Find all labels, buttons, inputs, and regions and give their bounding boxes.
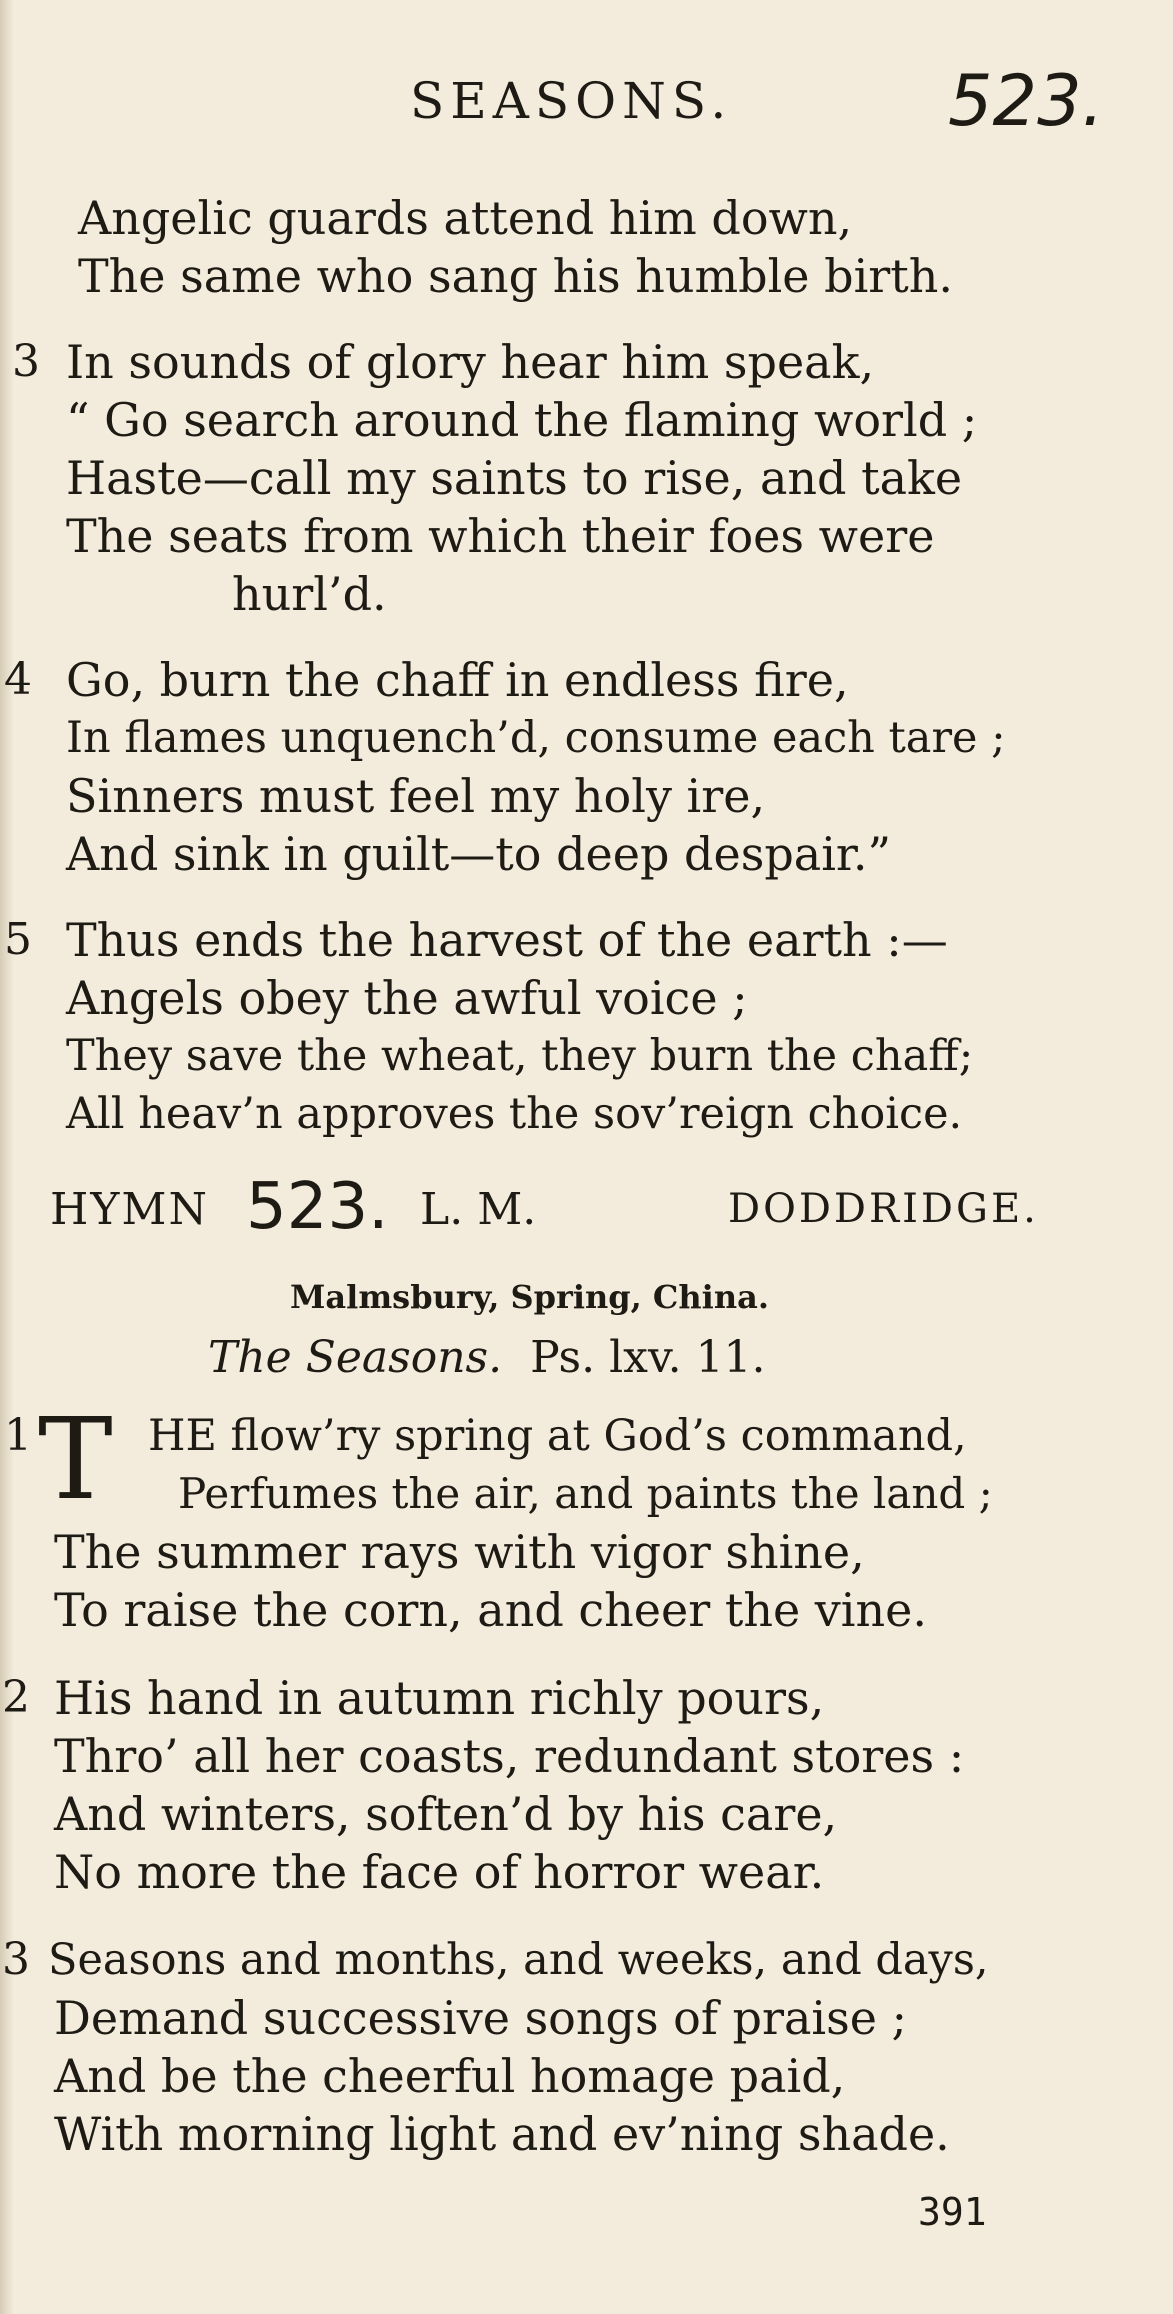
running-head-title: SEASONS. xyxy=(410,72,733,130)
verse-line: To raise the corn, and cheer the vine. xyxy=(54,1583,927,1637)
verse-line: They save the wheat, they burn the chaff; xyxy=(66,1031,974,1081)
verse-line: Haste—call my saints to rise, and take xyxy=(66,451,963,505)
verse-line: hurl’d. xyxy=(232,567,387,621)
verse-line: With morning light and ev’ning shade. xyxy=(54,2107,950,2161)
hymn-label: HYMN xyxy=(50,1184,209,1235)
folio-number: 391 xyxy=(918,2190,987,2234)
verse-line: Go, burn the chaff in endless fire, xyxy=(66,653,849,707)
verse-number: 2 xyxy=(2,1672,30,1723)
tune-names: Malmsbury, Spring, China. xyxy=(290,1278,769,1316)
verse-number: 3 xyxy=(12,336,40,387)
hymn-author: DODDRIDGE. xyxy=(728,1186,1039,1232)
hymn-meter: L. M. xyxy=(420,1184,537,1235)
verse-number: 3 xyxy=(2,1934,30,1985)
hymn-subject: The Seasons. xyxy=(208,1332,503,1383)
verse-line: The summer rays with vigor shine, xyxy=(54,1525,865,1579)
hymn-heading xyxy=(0,1170,1173,1250)
drop-cap: T xyxy=(38,1395,113,1525)
verse-line: Demand successive songs of praise ; xyxy=(54,1991,908,2045)
verse-line: Sinners must feel my holy ire, xyxy=(66,769,766,823)
verse-line: And sink in guilt—to deep despair.” xyxy=(66,827,891,881)
verse-line: Angels obey the awful voice ; xyxy=(66,971,748,1025)
verse-line: And be the cheerful homage paid, xyxy=(54,2049,846,2103)
verse-line: All heav’n approves the sov’reign choice. xyxy=(66,1089,963,1139)
running-head-page-number: 523. xyxy=(948,60,1104,142)
verse-line: No more the face of horror wear. xyxy=(54,1845,825,1899)
verse-line: HE flow’ry spring at God’s command, xyxy=(148,1411,967,1461)
verse-line: His hand in autumn richly pours, xyxy=(54,1671,825,1725)
verse-number: 5 xyxy=(4,914,32,965)
verse-line: “ Go search around the flaming world ; xyxy=(66,393,978,447)
verse-line: Seasons and months, and weeks, and days, xyxy=(48,1935,989,1985)
verse-line: The same who sang his humble birth. xyxy=(78,249,954,303)
verse-line: Thro’ all her coasts, redundant stores : xyxy=(54,1729,965,1783)
verse-number: 4 xyxy=(4,654,32,705)
verse-line: In flames unquench’d, consume each tare ; xyxy=(66,713,1006,763)
verse-line: And winters, soften’d by his care, xyxy=(54,1787,838,1841)
hymn-scripture-ref: Ps. lxv. 11. xyxy=(530,1332,766,1383)
hymn-number: 523. xyxy=(246,1170,389,1244)
verse-number: 1 xyxy=(4,1410,32,1461)
verse-line: Angelic guards attend him down, xyxy=(78,191,853,245)
verse-line: In sounds of glory hear him speak, xyxy=(66,335,875,389)
hymn-subject-line xyxy=(208,1332,766,1383)
verse-line: Thus ends the harvest of the earth :— xyxy=(66,913,948,967)
verse-line: The seats from which their foes were xyxy=(66,509,935,563)
running-head xyxy=(0,60,1173,140)
verse-line: Perfumes the air, and paints the land ; xyxy=(178,1469,993,1518)
